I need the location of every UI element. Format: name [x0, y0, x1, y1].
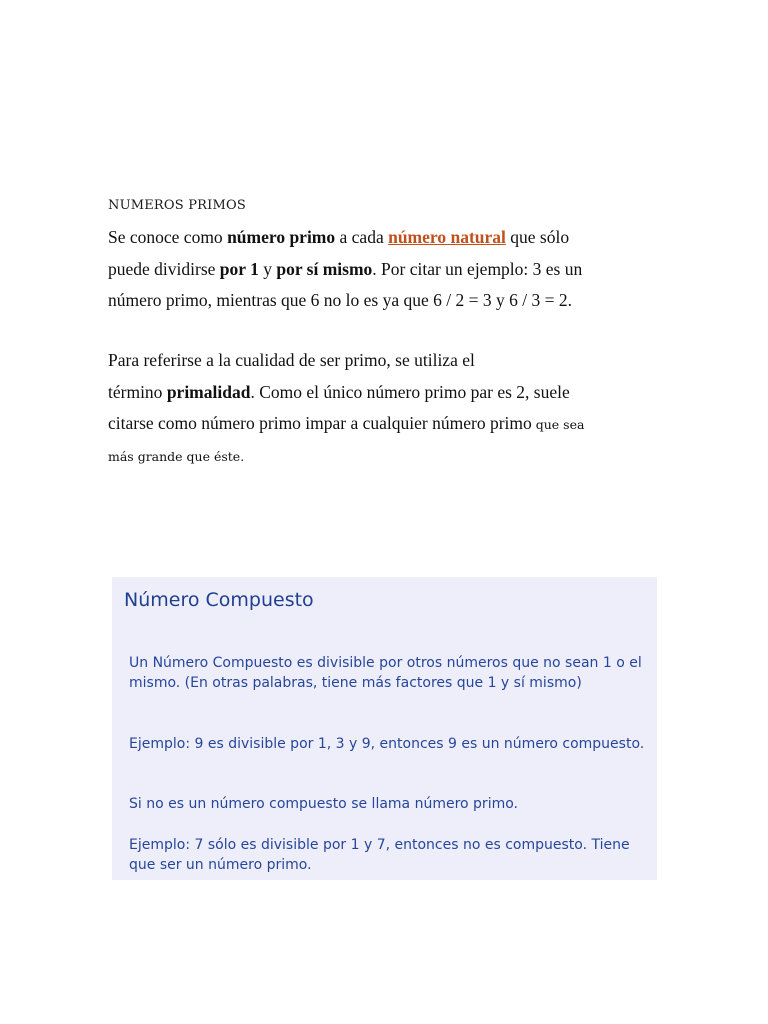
paragraph-line: más grande que éste.	[108, 448, 245, 464]
info-box-title: Número Compuesto	[124, 589, 314, 611]
bold-term-primalidad: primalidad	[166, 381, 251, 402]
text-run: Se conoce como	[108, 227, 228, 247]
info-box-paragraph: Ejemplo: 9 es divisible por 1, 3 y 9, entonces 9 es un número compuesto.	[129, 736, 645, 752]
bold-term-por-1: por 1	[219, 258, 259, 279]
paragraph-line	[108, 222, 668, 254]
info-box-numero-compuesto	[112, 577, 657, 880]
paragraph-line: Para referirse a la cualidad de ser primo, se utiliza el	[108, 350, 475, 370]
text-run: citarse como número primo impar a cualquier número primo	[108, 413, 532, 433]
document-heading: NUMEROS PRIMOS	[108, 198, 246, 213]
paragraph-line	[108, 254, 668, 286]
bold-term-numero-primo: número primo	[227, 227, 336, 247]
text-run: . Por citar un ejemplo: 3 es un	[372, 258, 583, 279]
paragraph-line	[108, 408, 668, 441]
text-run: y	[258, 258, 277, 279]
text-run: término	[108, 381, 167, 402]
text-run: que sólo	[505, 227, 570, 247]
text-run-small: que sea	[531, 417, 585, 432]
paragraph-primality	[108, 345, 668, 472]
text-run: . Como el único número primo par es 2, suele	[250, 381, 570, 402]
paragraph-prime-definition	[108, 222, 668, 317]
link-numero-natural[interactable]: número natural	[388, 227, 506, 247]
info-box-paragraph: Un Número Compuesto es divisible por otros números que no sean 1 o el mismo. (En otras palabras, tiene más factores que 1 y sí mismo)	[129, 655, 642, 692]
text-run: puede dividirse	[108, 258, 220, 279]
bold-term-por-si-mismo: por sí mismo	[276, 258, 373, 279]
info-box-paragraph: Ejemplo: 7 sólo es divisible por 1 y 7, entonces no es compuesto. Tiene que ser un número primo.	[129, 837, 630, 874]
text-run: a cada	[335, 227, 389, 247]
info-box-paragraph: Si no es un número compuesto se llama número primo.	[129, 796, 518, 812]
paragraph-line: número primo, mientras que 6 no lo es ya que 6 / 2 = 3 y 6 / 3 = 2.	[108, 290, 572, 310]
paragraph-line	[108, 377, 668, 409]
